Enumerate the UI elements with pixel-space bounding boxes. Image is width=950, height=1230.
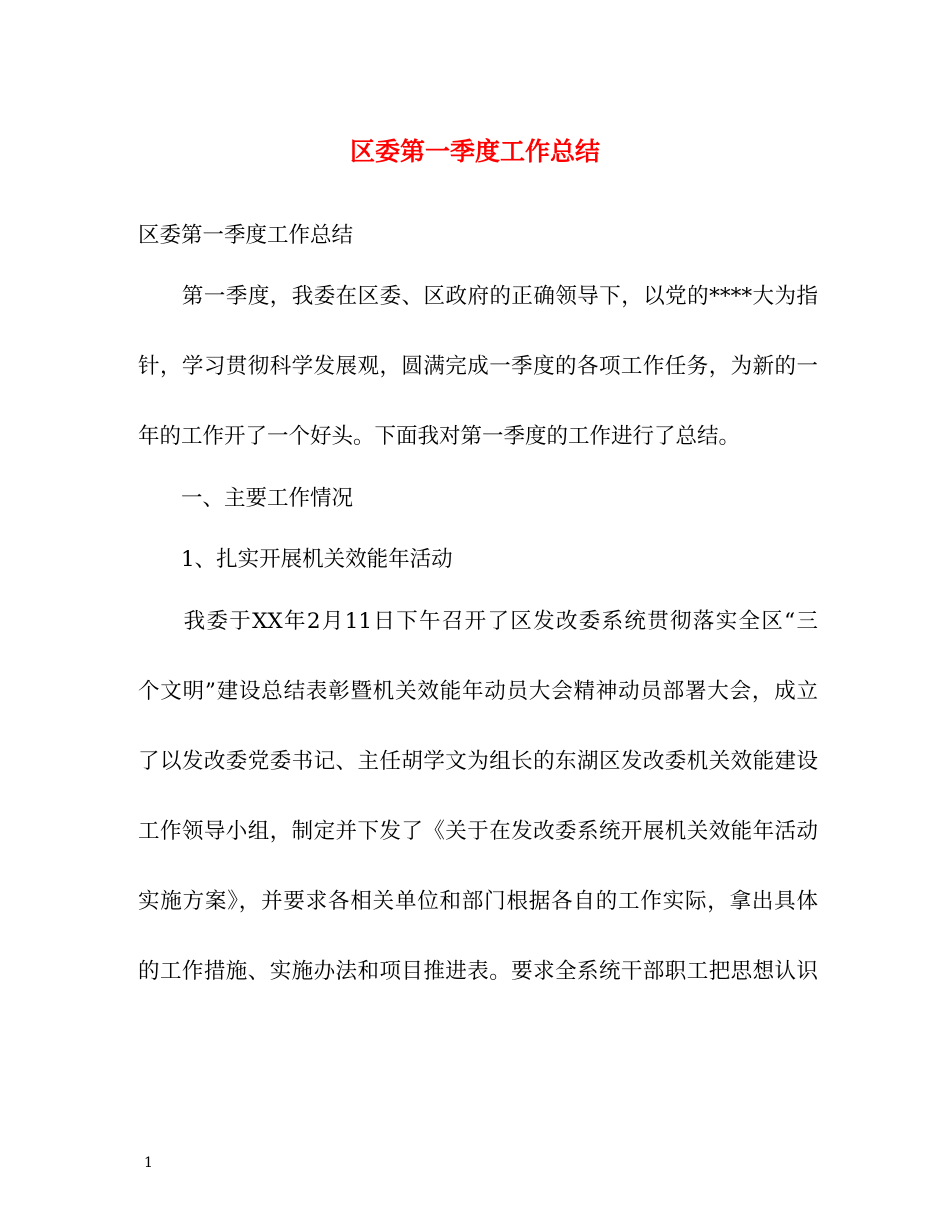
body-line: 针，学习贯彻科学发展观，圆满完成一季度的各项工作任务，为新的一 bbox=[138, 354, 818, 379]
document-subtitle: 区委第一季度工作总结 bbox=[138, 223, 354, 248]
section-heading: 一、主要工作情况 bbox=[138, 486, 354, 511]
body-line: 工作领导小组，制定并下发了《关于在发改委系统开展机关效能年活动 bbox=[138, 819, 818, 844]
body-line: 第一季度，我委在区委、区政府的正确领导下，以党的****大为指 bbox=[138, 284, 818, 309]
body-line: 个文明”建设总结表彰暨机关效能年动员大会精神动员部署大会，成立 bbox=[138, 679, 818, 704]
document-title: 区委第一季度工作总结 bbox=[349, 137, 600, 166]
body-line: 实施方案》，并要求各相关单位和部门根据各自的工作实际，拿出具体 bbox=[138, 889, 818, 914]
subsection-heading: 1、扎实开展机关效能年活动 bbox=[138, 547, 453, 572]
body-line: 年的工作开了一个好头。下面我对第一季度的工作进行了总结。 bbox=[138, 424, 741, 449]
page-number: 1 bbox=[144, 1155, 153, 1171]
body-line: 我委于XX年2月11日下午召开了区发改委系统贯彻落实全区“三 bbox=[138, 609, 818, 634]
body-line: 了以发改委党委书记、主任胡学文为组长的东湖区发改委机关效能建设 bbox=[138, 749, 818, 774]
body-line: 的工作措施、实施办法和项目推进表。要求全系统干部职工把思想认识 bbox=[138, 959, 818, 984]
